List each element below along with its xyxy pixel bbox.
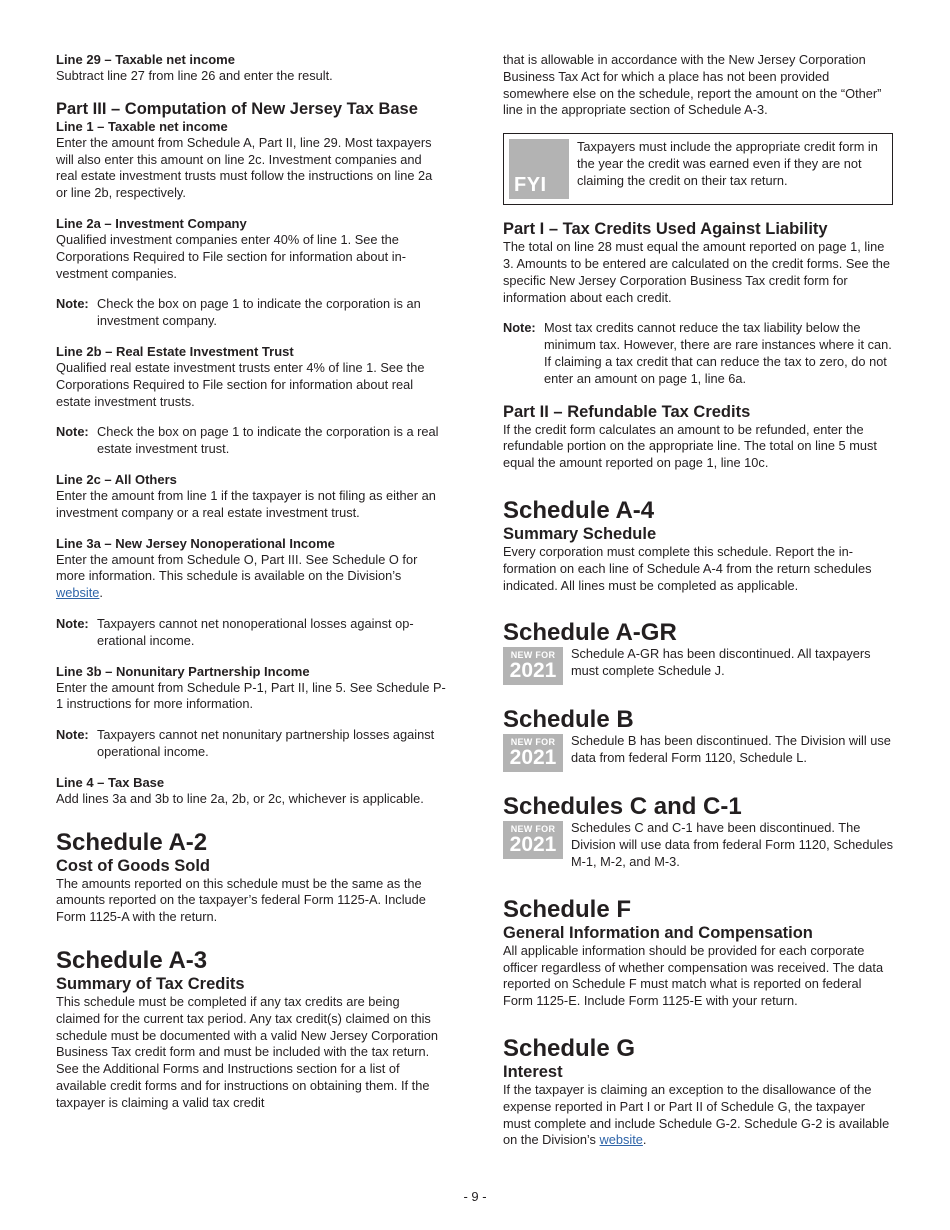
line29-heading: Line 29 – Taxable net income — [56, 52, 235, 67]
schedule-agr-notice — [503, 646, 893, 685]
schedule-a2-title: Schedule A-2 — [56, 828, 208, 856]
website-link[interactable]: website — [56, 585, 100, 601]
fyi-badge-text: FYI — [514, 174, 547, 197]
schedule-a3-title: Schedule A-3 — [56, 946, 208, 974]
schedule-agr-title: Schedule A-GR — [503, 619, 677, 647]
note-label: Note: — [56, 727, 89, 743]
note-text: Taxpayers cannot net nonoperational losses against operational income. — [97, 615, 414, 648]
part1-heading: Part I – Tax Credits Used Against Liability — [503, 220, 828, 239]
part3-heading: Part III – Computation of New Jersey Tax Base — [56, 99, 418, 118]
website-link[interactable]: website — [599, 1132, 643, 1148]
part2-text: If the credit form calculates an amount to be refunded, enter the refundable portion on the appropriate line. The total on line 5 must equal the amount reported on page 1, line 10c. — [503, 421, 877, 471]
line1-heading: Line 1 – Taxable net income — [56, 118, 228, 134]
line3a-text — [56, 552, 446, 602]
badge-top: NEW FOR — [510, 824, 556, 835]
line2c-text: Enter the amount from line 1 if the taxpayer is not filing as either an investment company or a real estate investment trust. — [56, 487, 436, 520]
schedule-c-title: Schedules C and C-1 — [503, 793, 742, 821]
line3a-body: Enter the amount from Schedule O, Part III. See Schedule O for more information. This schedule is available on the Division’s — [56, 551, 418, 584]
schedule-b-title: Schedule B — [503, 706, 634, 734]
schedule-a3-text: This schedule must be completed if any tax credits are being claimed for the current tax period. Any tax credit(s) claimed on this schedule must be documented with a valid New Jersey Corporation Business Tax credit form and must be included with the tax return. See the Additional Forms and Instructions section for a list of available credit forms and for instructions on obtaining them. If the taxpayer is claiming a valid tax credit — [56, 993, 438, 1110]
note-text: Check the box on page 1 to indicate the corporation is an investment company. — [97, 296, 421, 329]
schedule-a3-continued: that is allowable in accordance with the New Jersey Corporation Business Tax Act for which a place has not been provided somewhere else on the schedule, report the amount on the “Other” line in the appropriate section of Schedule A-3. — [503, 52, 882, 118]
line2b-heading: Line 2b – Real Estate Investment Trust — [56, 343, 294, 359]
schedule-a4-title: Schedule A-4 — [503, 496, 655, 524]
note-nonunitary — [56, 727, 446, 761]
schedule-a4-subtitle: Summary Schedule — [503, 524, 657, 543]
schedule-a2-text: The amounts reported on this schedule must be the same as the amounts reported on the taxpayer’s federal Form 1125-A. Include Form 1125-A with the return. — [56, 875, 426, 925]
new-for-2021-icon — [503, 647, 563, 685]
note-nonoperational — [56, 616, 446, 650]
line1-text: Enter the amount from Schedule A, Part II, line 29. Most taxpayers will also enter this amount on line 2c. Investment companies and real estate investment trusts must follow the instructions on line 2a or line 2b, respectively. — [56, 134, 433, 201]
note-label: Note: — [503, 320, 536, 336]
line2b-text: Qualified real estate investment trusts enter 4% of line 1. See the Corporations Required to File section for information about real estate investment trusts. — [56, 359, 425, 409]
note-text: Check the box on page 1 to indicate the corporation is a real estate investment trust. — [97, 424, 439, 457]
badge-year: 2021 — [509, 746, 557, 770]
fyi-icon — [509, 139, 569, 199]
schedule-a3-subtitle: Summary of Tax Credits — [56, 974, 245, 993]
badge-year: 2021 — [509, 659, 557, 683]
schedule-a4-text: Every corporation must complete this schedule. Report the information on each line of Schedule A-4 from the return schedules indicated. All lines must be completed as applicable. — [503, 543, 872, 593]
note-label: Note: — [56, 615, 89, 631]
schedule-agr-text: Schedule A-GR has been discontinued. All taxpayers must complete Schedule J. — [571, 646, 871, 679]
schedule-g-body: If the taxpayer is claiming an exception to the disallowance of the expense reported in Part I or Part II of Schedule G, the taxpayer must complete and include Schedule G-2. Schedule G-2 is available on the Division’s — [503, 1081, 890, 1148]
note-text: Most tax credits cannot reduce the tax liability below the minimum tax. However, there are rare instances where it can. If claiming a tax credit that can reduce the tax to zero, do not enter an amount on page 1, line 6a. — [544, 320, 892, 386]
line3b-text: Enter the amount from Schedule P-1, Part II, line 5. See Schedule P-1 instructions for more information. — [56, 679, 446, 712]
page-number: - 9 - — [463, 1189, 487, 1204]
right-column — [503, 52, 893, 1149]
note-label: Note: — [56, 424, 89, 440]
schedule-g-title: Schedule G — [503, 1034, 636, 1062]
line2c-heading: Line 2c – All Others — [56, 471, 177, 487]
schedule-f-title: Schedule F — [503, 895, 632, 923]
schedule-c-text: Schedules C and C-1 have been discontinued. The Division will use data from federal Form 1120, Schedules M-1, M-2, and M-3. — [571, 820, 893, 869]
badge-top: NEW FOR — [510, 650, 556, 661]
line3a-heading: Line 3a – New Jersey Nonoperational Income — [56, 535, 335, 551]
fyi-box — [503, 133, 893, 205]
line2a-heading: Line 2a – Investment Company — [56, 215, 247, 231]
schedule-g-subtitle: Interest — [503, 1062, 563, 1081]
note-investment-company — [56, 296, 446, 330]
period: . — [642, 1132, 647, 1148]
note-label: Note: — [56, 296, 89, 312]
line4-text: Add lines 3a and 3b to line 2a, 2b, or 2c, whichever is applicable. — [56, 790, 424, 806]
note-text: Taxpayers cannot net nonunitary partnership losses against operational income. — [97, 727, 435, 759]
schedule-f-subtitle: General Information and Compensation — [503, 923, 813, 942]
line3b-heading: Line 3b – Nonunitary Partnership Income — [56, 663, 310, 679]
fyi-text: Taxpayers must include the appropriate credit form in the year the credit was earned even if they are not claiming the credit on their tax return. — [577, 139, 878, 188]
note-reit — [56, 424, 446, 458]
schedule-c-notice — [503, 820, 893, 870]
line4-heading: Line 4 – Tax Base — [56, 774, 165, 790]
line29-text: Subtract line 27 from line 26 and enter the result. — [56, 68, 333, 83]
period: . — [99, 585, 103, 601]
note-minimum-tax — [503, 320, 893, 387]
schedule-g-text — [503, 1082, 893, 1149]
schedule-b-notice — [503, 733, 893, 772]
badge-top: NEW FOR — [510, 737, 556, 748]
left-column — [56, 52, 446, 1111]
badge-year: 2021 — [509, 833, 557, 857]
part2-heading: Part II – Refundable Tax Credits — [503, 402, 751, 421]
schedule-a2-subtitle: Cost of Goods Sold — [56, 856, 210, 875]
part1-text: The total on line 28 must equal the amount reported on page 1, line 3. Amounts to be entered are calculated on the credit forms. See the specific New Jersey Corporation Business Tax credit form for information about each credit. — [503, 239, 890, 305]
new-for-2021-icon — [503, 821, 563, 859]
new-for-2021-icon — [503, 734, 563, 772]
line2a-text: Qualified investment companies enter 40% of line 1. See the Corporations Required to File section for information about investment companies. — [56, 231, 406, 281]
schedule-f-text: All applicable information should be provided for each corporate officer regardless of whether compensation was received. The data reported on Schedule F must match what is reported on federal Form 1125-E. Include Form 1125-E with your return. — [503, 942, 884, 1009]
schedule-b-text: Schedule B has been discontinued. The Division will use data from federal Form 1120, Schedule L. — [571, 733, 891, 766]
